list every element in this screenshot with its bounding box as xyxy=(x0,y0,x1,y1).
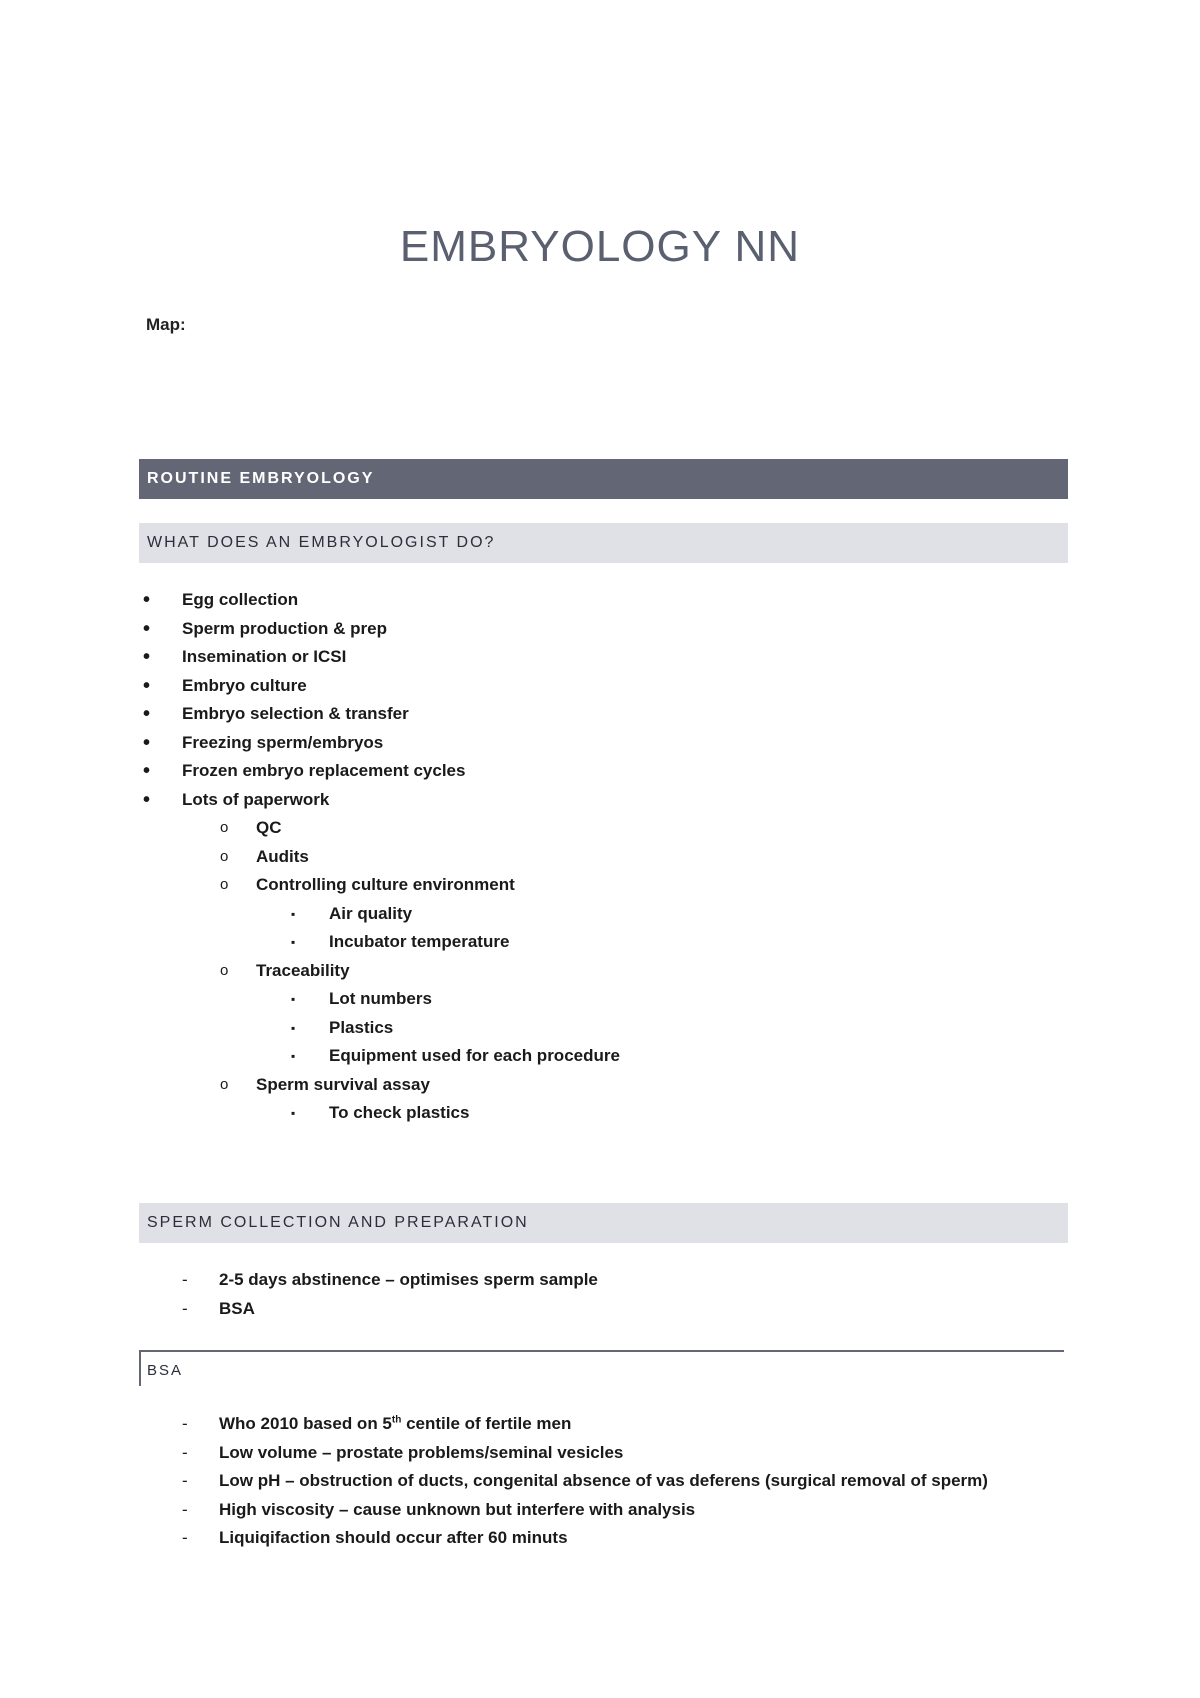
list-item: • Embryo selection & transfer xyxy=(143,703,409,725)
list-item: - Low volume – prostate problems/seminal vesicles xyxy=(182,1442,624,1462)
heading-what-does-embryologist-do: WHAT DOES AN EMBRYOLOGIST DO? xyxy=(139,523,1068,563)
sub-list-item: o QC xyxy=(220,818,282,837)
list-item: - Low pH – obstruction of ducts, congenital absence of vas deferens (surgical removal of sperm) xyxy=(182,1471,988,1490)
sub-sub-list-item: ▪ Air quality xyxy=(291,903,413,923)
heading-sperm-collection: SPERM COLLECTION AND PREPARATION xyxy=(139,1203,1068,1243)
bsa-list xyxy=(0,1410,1200,1553)
sub-sub-list-item: ▪ Lot numbers xyxy=(291,989,432,1008)
list-item: • Sperm production & prep xyxy=(143,617,387,640)
list-item: • Frozen embryo replacement cycles xyxy=(143,760,466,782)
list-item: • Egg collection xyxy=(143,589,299,611)
sub-sub-list-item: ▪ Plastics xyxy=(291,1017,394,1037)
sub-sub-list-item: ▪ Incubator temperature xyxy=(291,932,510,951)
sub-list-item: o Controlling culture environment xyxy=(220,875,515,894)
list-item: - 2-5 days abstinence – optimises sperm sample xyxy=(182,1270,598,1289)
sub-list-item: o Audits xyxy=(220,846,309,866)
list-item: • Freezing sperm/embryos xyxy=(143,731,384,754)
sperm-collection-list xyxy=(0,1266,1200,1323)
map-label: Map: xyxy=(146,315,186,334)
heading-routine-embryology: ROUTINE EMBRYOLOGY xyxy=(139,459,1068,499)
sub-sub-list-item: ▪ To check plastics xyxy=(291,1103,470,1122)
list-item: - BSA xyxy=(182,1298,255,1318)
sub-list-item: o Sperm survival assay xyxy=(220,1074,430,1094)
list-item: - High viscosity – cause unknown but interfere with analysis xyxy=(182,1499,696,1519)
list-item: - Liquiqifaction should occur after 60 minuts xyxy=(182,1528,568,1547)
list-item: • Lots of paperwork xyxy=(143,788,330,811)
list-item: • Insemination or ICSI xyxy=(143,646,347,668)
embryologist-tasks-list xyxy=(0,586,1200,1128)
sub-sub-list-item: ▪ Equipment used for each procedure xyxy=(291,1046,620,1065)
list-item: - Who 2010 based on 5th centile of fertile men xyxy=(182,1414,572,1433)
document-title: EMBRYOLOGY NN xyxy=(399,222,801,271)
sub-list-item: o Traceability xyxy=(220,960,350,980)
list-item: • Embryo culture xyxy=(143,674,307,697)
heading-bsa: BSA xyxy=(139,1350,1064,1386)
